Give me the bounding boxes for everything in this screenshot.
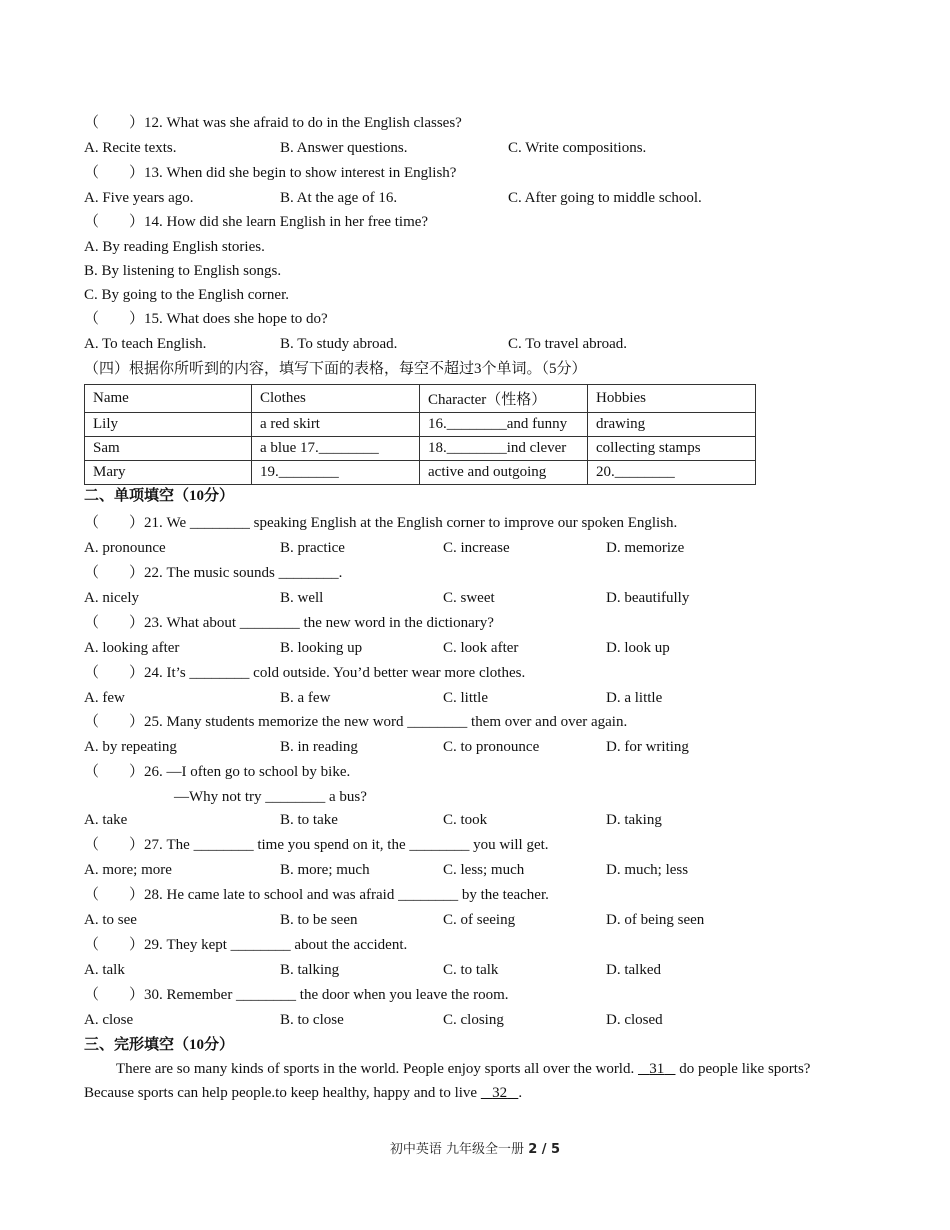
table-cell: a red skirt xyxy=(252,413,420,437)
cloze-paragraph xyxy=(84,1057,884,1105)
option-29-c: C. to talk xyxy=(443,962,499,978)
option-29-b: B. talking xyxy=(280,962,340,978)
option-21-c: C. increase xyxy=(443,540,510,556)
option-13-c: C. After going to middle school. xyxy=(508,190,702,206)
cloze-blank-31: 31 xyxy=(649,1061,665,1077)
option-28-c: C. of seeing xyxy=(443,912,516,928)
question-21-stem: （ ）21. We ________ speaking English at the English corner to improve our spoken English. xyxy=(84,515,678,531)
option-27-a: A. more; more xyxy=(84,862,172,878)
table-cell: drawing xyxy=(588,413,756,437)
option-30-c: C. closing xyxy=(443,1012,504,1028)
option-14-a: A. By reading English stories. xyxy=(84,239,265,255)
question-28-stem: （ ）28. He came late to school and was afraid ________ by the teacher. xyxy=(84,887,549,903)
option-21-d: D. memorize xyxy=(606,540,685,556)
table-row xyxy=(85,437,756,461)
table-cell: Mary xyxy=(85,461,252,485)
table-cell: 16.________and funny xyxy=(420,413,588,437)
option-25-a: A. by repeating xyxy=(84,739,177,755)
part-3-title: 三、完形填空（10分） xyxy=(84,1037,235,1053)
table-header-cell: Hobbies xyxy=(588,385,756,413)
question-30-stem: （ ）30. Remember ________ the door when you leave the room. xyxy=(84,987,509,1003)
option-28-d: D. of being seen xyxy=(606,912,705,928)
option-29-a: A. talk xyxy=(84,962,125,978)
option-13-a: A. Five years ago. xyxy=(84,190,194,206)
cloze-line-2: Because sports can help people.to keep healthy, happy and to live xyxy=(84,1085,478,1101)
option-23-c: C. look after xyxy=(443,640,519,656)
question-14-stem: （ ）14. How did she learn English in her free time? xyxy=(84,214,429,230)
table-cell: 19.________ xyxy=(252,461,420,485)
page-footer xyxy=(0,1138,950,1157)
table-cell: Sam xyxy=(85,437,252,461)
table-header-cell: Clothes xyxy=(252,385,420,413)
option-25-d: D. for writing xyxy=(606,739,689,755)
option-28-b: B. to be seen xyxy=(280,912,358,928)
footer-text: 初中英语 九年级全一册 xyxy=(389,1142,525,1157)
option-22-d: D. beautifully xyxy=(606,590,690,606)
option-26-b: B. to take xyxy=(280,812,338,828)
option-12-b: B. Answer questions. xyxy=(280,140,408,156)
option-24-a: A. few xyxy=(84,690,125,706)
question-23-stem: （ ）23. What about ________ the new word in the dictionary? xyxy=(84,615,494,631)
page-number: 2 / 5 xyxy=(528,1142,561,1157)
option-22-b: B. well xyxy=(280,590,324,606)
option-21-a: A. pronounce xyxy=(84,540,166,556)
option-21-b: B. practice xyxy=(280,540,345,556)
question-13-stem: （ ）13. When did she begin to show interest in English? xyxy=(84,165,457,181)
option-27-d: D. much; less xyxy=(606,862,689,878)
table-header-cell: Character（性格） xyxy=(420,385,588,413)
option-15-b: B. To study abroad. xyxy=(280,336,398,352)
table-header-cell: Name xyxy=(85,385,252,413)
option-27-b: B. more; much xyxy=(280,862,370,878)
info-table xyxy=(84,384,756,485)
option-22-a: A. nicely xyxy=(84,590,139,606)
option-24-d: D. a little xyxy=(606,690,663,706)
table-cell: Lily xyxy=(85,413,252,437)
option-26-d: D. taking xyxy=(606,812,662,828)
option-26-c: C. took xyxy=(443,812,488,828)
cloze-blank-32: 32 xyxy=(492,1085,508,1101)
option-23-b: B. looking up xyxy=(280,640,363,656)
section-4-title: （四）根据你所听到的内容，填写下面的表格，每空不超过3个单词。（5分） xyxy=(84,361,587,377)
part-2-title: 二、单项填空（10分） xyxy=(84,488,235,504)
table-cell: active and outgoing xyxy=(420,461,588,485)
table-cell: 18.________ind clever xyxy=(420,437,588,461)
question-27-stem: （ ）27. The ________ time you spend on it, the ________ you will get. xyxy=(84,837,549,853)
question-24-stem: （ ）24. It’s ________ cold outside. You’d better wear more clothes. xyxy=(84,665,526,681)
option-30-b: B. to close xyxy=(280,1012,344,1028)
option-27-c: C. less; much xyxy=(443,862,525,878)
table-row xyxy=(85,461,756,485)
table-cell: collecting stamps xyxy=(588,437,756,461)
option-30-d: D. closed xyxy=(606,1012,663,1028)
cloze-line-1-end: do people like sports? xyxy=(679,1061,811,1077)
table-cell: 20.________ xyxy=(588,461,756,485)
option-28-a: A. to see xyxy=(84,912,137,928)
option-25-c: C. to pronounce xyxy=(443,739,540,755)
cloze-line-2-end: . xyxy=(518,1085,523,1101)
table-cell: a blue 17.________ xyxy=(252,437,420,461)
option-22-c: C. sweet xyxy=(443,590,495,606)
option-30-a: A. close xyxy=(84,1012,134,1028)
option-14-c: C. By going to the English corner. xyxy=(84,287,289,303)
option-12-a: A. Recite texts. xyxy=(84,140,177,156)
option-23-d: D. look up xyxy=(606,640,670,656)
question-25-stem: （ ）25. Many students memorize the new word ________ them over and over again. xyxy=(84,714,628,730)
option-12-c: C. Write compositions. xyxy=(508,140,647,156)
question-12-stem: （ ）12. What was she afraid to do in the English classes? xyxy=(84,115,462,131)
option-13-b: B. At the age of 16. xyxy=(280,190,398,206)
table-header-row xyxy=(85,385,756,413)
table-row xyxy=(85,413,756,437)
question-29-stem: （ ）29. They kept ________ about the accident. xyxy=(84,937,408,953)
option-24-c: C. little xyxy=(443,690,488,706)
option-14-b: B. By listening to English songs. xyxy=(84,263,282,279)
question-26-reply: —Why not try ________ a bus? xyxy=(174,789,367,805)
option-25-b: B. in reading xyxy=(280,739,358,755)
question-26-stem: （ ）26. —I often go to school by bike. xyxy=(84,764,351,780)
option-15-a: A. To teach English. xyxy=(84,336,207,352)
option-26-a: A. take xyxy=(84,812,128,828)
option-15-c: C. To travel abroad. xyxy=(508,336,628,352)
option-29-d: D. talked xyxy=(606,962,661,978)
question-22-stem: （ ）22. The music sounds ________. xyxy=(84,565,343,581)
cloze-line-1: There are so many kinds of sports in the world. People enjoy sports all over the world. xyxy=(116,1061,635,1077)
option-23-a: A. looking after xyxy=(84,640,180,656)
option-24-b: B. a few xyxy=(280,690,331,706)
question-15-stem: （ ）15. What does she hope to do? xyxy=(84,311,328,327)
